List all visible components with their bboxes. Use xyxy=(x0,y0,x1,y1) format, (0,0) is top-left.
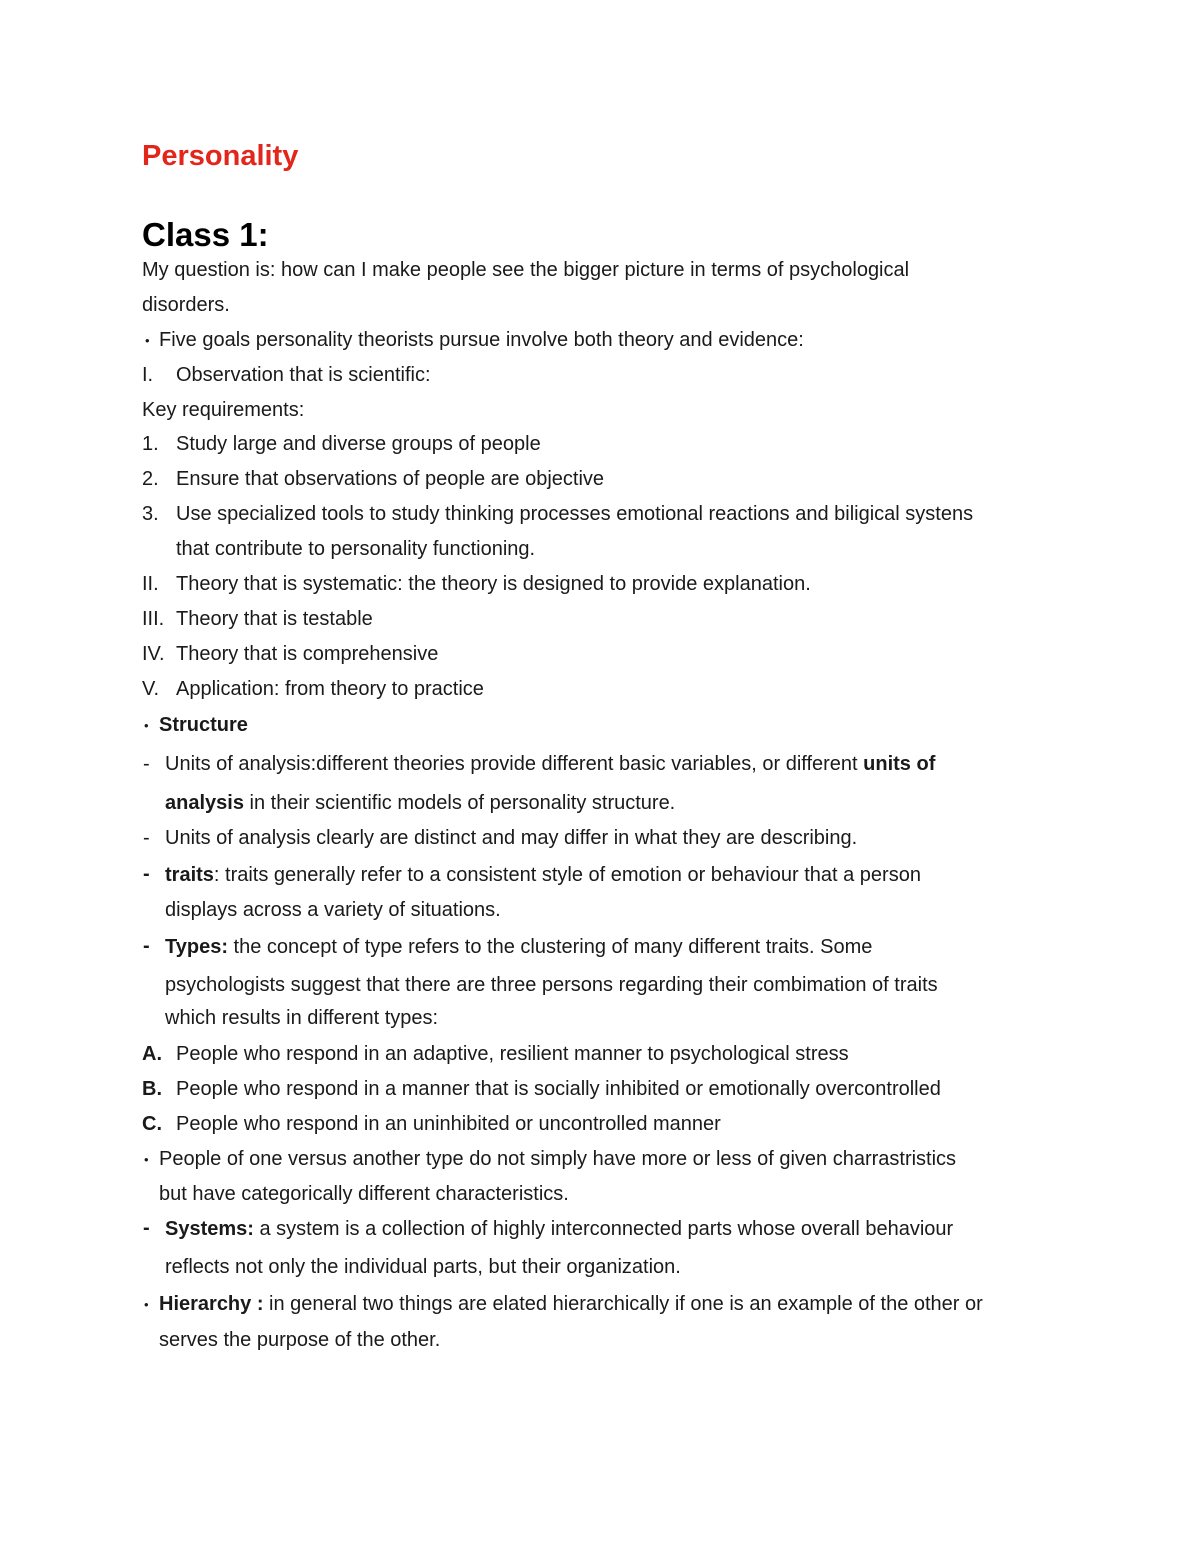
document-title: Personality xyxy=(142,140,299,172)
roman-ii-text: Theory that is systematic: the theory is designed to provide explanation. xyxy=(176,573,811,595)
types-line-3: which results in different types: xyxy=(165,1007,439,1029)
list-marker-roman-ii: II. xyxy=(142,573,159,595)
list-marker-c: C. xyxy=(142,1113,162,1135)
types-line-1-text: the concept of type refers to the clustering of many different traits. Some xyxy=(227,936,873,958)
list-marker-1: 1. xyxy=(142,433,159,455)
roman-v-text: Application: from theory to practice xyxy=(176,678,484,700)
goals-intro: Five goals personality theorists pursue involve both theory and evidence: xyxy=(159,329,804,351)
key-requirements-label: Key requirements: xyxy=(142,399,305,421)
structure-heading: Structure xyxy=(159,714,248,736)
list-marker-2: 2. xyxy=(142,468,159,490)
requirement-1-text: Study large and diverse groups of people xyxy=(176,433,541,455)
dash-icon: - xyxy=(143,863,150,885)
types-term: Types: xyxy=(165,936,228,958)
class-heading: Class 1: xyxy=(142,216,269,253)
type-b-text: People who respond in a manner that is socially inhibited or emotionally overcontrolled xyxy=(176,1078,941,1100)
traits-line-1-text: : traits generally refer to a consistent style of emotion or behaviour that a person xyxy=(213,864,921,886)
dash-icon: - xyxy=(143,1217,150,1239)
units-of-term: units of xyxy=(863,753,936,775)
type-c-text: People who respond in an uninhibited or uncontrolled manner xyxy=(176,1113,721,1135)
list-marker-roman-v: V. xyxy=(142,678,160,700)
requirement-3-text-line-2: that contribute to personality functioning. xyxy=(176,538,536,560)
people-line-2: but have categorically different characteristics. xyxy=(159,1183,569,1205)
types-line-2: psychologists suggest that there are three persons regarding their combimation of traits xyxy=(165,974,938,996)
bullet-icon: • xyxy=(144,1152,149,1167)
analysis-term: analysis xyxy=(165,792,244,814)
roman-iv-text: Theory that is comprehensive xyxy=(176,643,439,665)
bullet-icon: • xyxy=(144,718,149,733)
units-line-1-text: Units of analysis:different theories provide different basic variables, or different xyxy=(165,753,864,775)
traits-term: traits xyxy=(165,864,214,886)
systems-line-2: reflects not only the individual parts, but their organization. xyxy=(165,1256,681,1278)
requirement-3-text-line-1: Use specialized tools to study thinking processes emotional reactions and biligical systens xyxy=(176,503,974,525)
traits-line-1 xyxy=(165,863,921,887)
units-line-1 xyxy=(165,752,935,776)
bullet-icon: • xyxy=(144,1297,149,1312)
list-marker-roman-iii: III. xyxy=(142,608,165,630)
units-line-2-text: in their scientific models of personality structure. xyxy=(243,792,676,814)
roman-iii-text: Theory that is testable xyxy=(176,608,373,630)
traits-line-2: displays across a variety of situations. xyxy=(165,899,501,921)
list-marker-b: B. xyxy=(142,1078,162,1100)
list-marker-a: A. xyxy=(142,1043,162,1065)
types-line-1 xyxy=(165,935,872,959)
dash-icon: - xyxy=(143,935,150,957)
list-marker-3: 3. xyxy=(142,503,159,525)
dash-icon: - xyxy=(143,827,150,849)
hierarchy-term: Hierarchy : xyxy=(159,1293,264,1315)
question-line-1: My question is: how can I make people see the bigger picture in terms of psychological xyxy=(142,259,910,281)
roman-i-text: Observation that is scientific: xyxy=(176,364,431,386)
hierarchy-line-1 xyxy=(159,1292,983,1316)
units-line-3: Units of analysis clearly are distinct and may differ in what they are describing. xyxy=(165,827,858,849)
systems-line-1 xyxy=(165,1217,953,1241)
hierarchy-line-1-text: in general two things are elated hierarchically if one is an example of the other or xyxy=(263,1293,983,1315)
bullet-icon: • xyxy=(145,333,150,348)
list-marker-roman-iv: IV. xyxy=(142,643,165,665)
systems-term: Systems: xyxy=(165,1218,254,1240)
dash-icon: - xyxy=(143,753,150,775)
hierarchy-line-2: serves the purpose of the other. xyxy=(159,1329,441,1351)
systems-line-1-text: a system is a collection of highly interconnected parts whose overall behaviour xyxy=(253,1218,954,1240)
question-line-2: disorders. xyxy=(142,294,230,316)
requirement-2-text: Ensure that observations of people are objective xyxy=(176,468,605,490)
type-a-text: People who respond in an adaptive, resilient manner to psychological stress xyxy=(176,1043,849,1065)
people-line-1: People of one versus another type do not simply have more or less of given charrastristics xyxy=(159,1148,957,1170)
units-line-2 xyxy=(165,791,675,815)
list-marker-roman-i: I. xyxy=(142,364,154,386)
